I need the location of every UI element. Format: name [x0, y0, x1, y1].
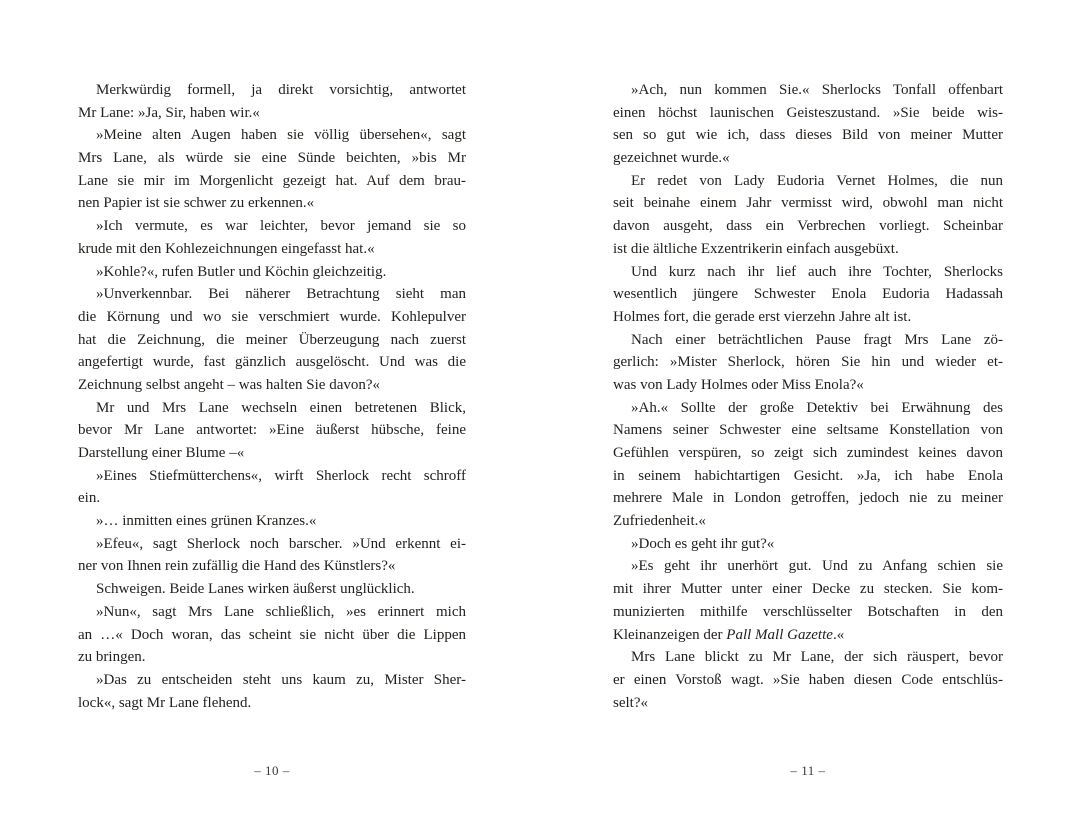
- page-right: [613, 79, 1003, 714]
- page-left: [78, 79, 466, 714]
- text-lines: [78, 79, 466, 714]
- text-line: gerlich: »Mister Sherlock, hören Sie hin und wieder et-: [613, 354, 1003, 371]
- text-line: die Körnung und wo sie verschmiert wurde. Kohlepulver: [78, 308, 466, 325]
- text-line: Lane sie mir im Morgenlicht gezeigt hat. Auf dem brau-: [78, 172, 466, 189]
- text-line: Mrs Lane blickt zu Mr Lane, der sich räuspert, bevor: [631, 649, 1003, 666]
- text-line: »Meine alten Augen haben sie völlig übersehen«, sagt: [96, 127, 466, 144]
- text-line: »Ah.« Sollte der große Detektiv bei Erwähnung des: [631, 399, 1003, 416]
- text-line: »Efeu«, sagt Sherlock noch barscher. »Und erkennt ei-: [96, 535, 466, 552]
- text-line: einen höchst launischen Geisteszustand. »Sie beide wis-: [613, 104, 1003, 121]
- text-line: »Ich vermute, es war leichter, bevor jemand sie so: [96, 218, 466, 235]
- text-line: »Nun«, sagt Mrs Lane schließlich, »es erinnert mich: [96, 603, 466, 620]
- page-number-right: – 11 –: [790, 763, 826, 778]
- text-line: krude mit den Kohlezeichnungen eingefasst hat.«: [78, 240, 375, 257]
- text-line: ner von Ihnen rein zufällig die Hand des Künstlers?«: [78, 558, 396, 575]
- text-line: »Das zu entscheiden steht uns kaum zu, Mister Sher-: [96, 671, 466, 688]
- text-line: Holmes fort, die gerade erst vierzehn Jahre alt ist.: [613, 308, 912, 325]
- text-line: wesentlich jüngere Schwester Enola Eudoria Hadassah: [613, 286, 1003, 303]
- text-line: ist die ältliche Exzentrikerin einfach ausgebüxt.: [613, 240, 899, 257]
- text-line: »Es geht ihr unerhört gut. Und zu Anfang schien sie: [631, 558, 1003, 575]
- text-line: er einen Vorstoß wagt. »Sie haben diesen Code entschlüs-: [613, 671, 1003, 688]
- text-line: Mr Lane: »Ja, Sir, haben wir.«: [78, 104, 260, 121]
- text-line: Und kurz nach ihr lief auch ihre Tochter, Sherlocks: [631, 263, 1003, 280]
- text-line: was von Lady Holmes oder Miss Enola?«: [613, 376, 864, 393]
- text-line: Zeichnung selbst angeht – was halten Sie davon?«: [78, 376, 381, 393]
- text-line: »… inmitten eines grünen Kranzes.«: [96, 513, 317, 530]
- text-line: Merkwürdig formell, ja direkt vorsichtig, antwortet: [96, 82, 466, 98]
- text-line: Darstellung einer Blume –«: [78, 445, 245, 461]
- text-line: zu bringen.: [78, 649, 146, 666]
- text-line: davon ausgeht, dass ein Verbrechen vorliegt. Scheinbar: [613, 218, 1003, 235]
- text-line: »Unverkennbar. Bei näherer Betrachtung sieht man: [96, 286, 466, 303]
- text-line: seit beinahe einem Jahr vermisst wird, obwohl man nicht: [613, 195, 1003, 212]
- text-line: Mr und Mrs Lane wechseln einen betretenen Blick,: [96, 399, 466, 416]
- text-line: in seinem habichtartigen Gesicht. »Ja, ich habe Enola: [613, 467, 1003, 484]
- text-line: nen Papier ist sie schwer zu erkennen.«: [78, 195, 315, 212]
- text-line: gezeichnet wurde.«: [613, 150, 730, 167]
- text-line: Kleinanzeigen der Pall Mall Gazette.«: [613, 626, 845, 643]
- text-line: Nach einer beträchtlichen Pause fragt Mrs Lane zö-: [631, 331, 1003, 348]
- text-line: Namens seiner Schwester eine seltsame Konstellation von: [613, 422, 1003, 439]
- text-line: »Kohle?«, rufen Butler und Köchin gleichzeitig.: [96, 263, 387, 280]
- text-line: Zufriedenheit.«: [613, 513, 706, 530]
- text-line: »Eines Stiefmütterchens«, wirft Sherlock recht schroff: [96, 467, 466, 484]
- text-line: hat die Zeichnung, die meiner Überzeugung nach zuerst: [78, 331, 466, 348]
- text-line: munizierten mithilfe verschlüsselter Botschaften in den: [613, 603, 1003, 620]
- text-line: mit ihrer Mutter unter einer Decke zu stecken. Sie kom-: [613, 581, 1003, 598]
- text-line: »Ach, nun kommen Sie.« Sherlocks Tonfall offenbart: [631, 82, 1003, 98]
- text-line: selt?«: [613, 694, 648, 711]
- page-number-left: – 10 –: [254, 763, 290, 778]
- text-line: bevor Mr Lane antwortet: »Eine äußerst hübsche, feine: [78, 422, 466, 439]
- text-line: angefertigt wurde, fast gänzlich ausgelöscht. Und was die: [78, 354, 466, 371]
- text-line: mehrere Male in London getroffen, jedoch nie zu meiner: [613, 490, 1003, 507]
- text-line: Mrs Lane, als würde sie eine Sünde beichten, »bis Mr: [78, 150, 466, 167]
- text-line: Schweigen. Beide Lanes wirken äußerst unglücklich.: [96, 581, 415, 598]
- text-lines: [613, 79, 1003, 714]
- text-line: ein.: [78, 490, 101, 507]
- text-line: sen so gut wie ich, dass dieses Bild von meiner Mutter: [613, 127, 1003, 144]
- text-line: Gefühlen verspüren, so zeigt sich zumindest keines davon: [613, 445, 1003, 461]
- text-line: an …« Doch woran, das scheint sie nicht über die Lippen: [78, 626, 466, 643]
- text-line: »Doch es geht ihr gut?«: [631, 535, 775, 552]
- italic-text: Pall Mall Gazette: [726, 626, 833, 643]
- text-line: lock«, sagt Mr Lane flehend.: [78, 694, 252, 711]
- text-line: Er redet von Lady Eudoria Vernet Holmes, die nun: [631, 172, 1003, 189]
